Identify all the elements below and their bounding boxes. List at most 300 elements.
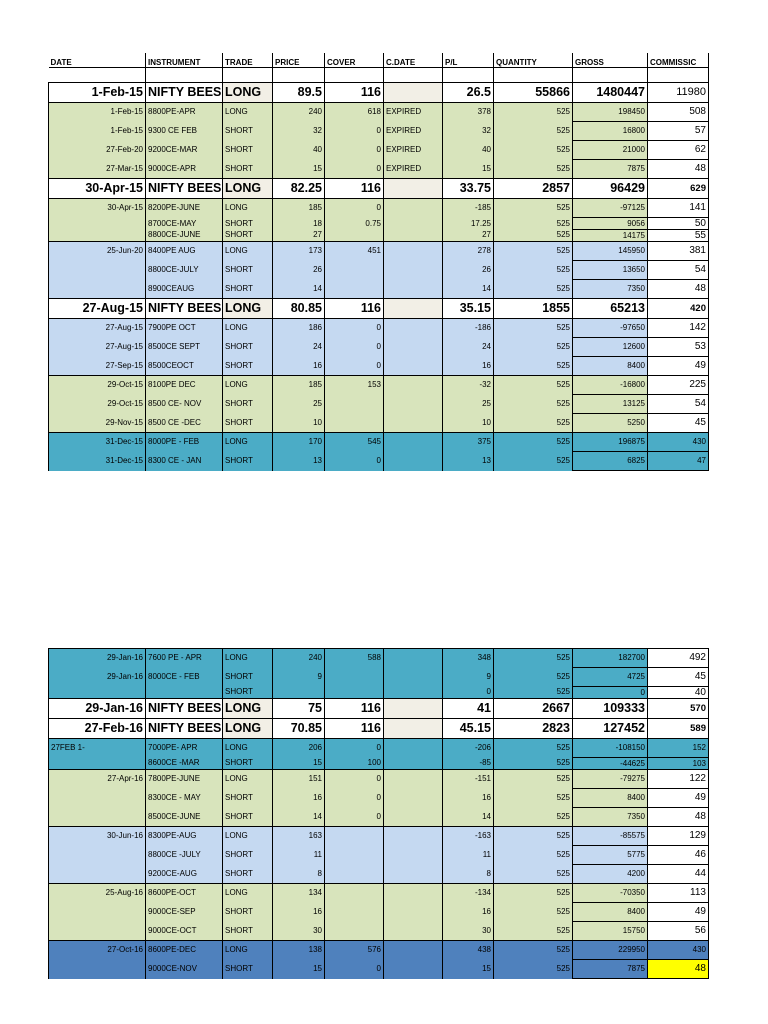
commission-cell: 56 (648, 922, 709, 941)
header-cover: COVER (325, 53, 384, 68)
price-cell: 82.25 (273, 179, 325, 199)
cover-cell (325, 395, 384, 414)
trade-cell: LONG (223, 433, 273, 452)
cdate-cell (384, 179, 443, 199)
summary-row (49, 83, 709, 103)
table-row (49, 770, 709, 789)
cdate-cell (384, 719, 443, 739)
gross-cell: 14175 (573, 230, 648, 242)
cover-cell: 0 (325, 141, 384, 160)
cdate-cell (384, 433, 443, 452)
cdate-cell: EXPIRED (384, 103, 443, 122)
gross-cell: 198450 (573, 103, 648, 122)
table-row (49, 884, 709, 903)
gross-cell: 196875 (573, 433, 648, 452)
date-cell (49, 960, 146, 979)
cover-cell: 576 (325, 941, 384, 960)
cover-cell (325, 884, 384, 903)
cover-cell: 116 (325, 299, 384, 319)
instrument-cell: 7900PE OCT (146, 319, 223, 338)
price-cell: 27 (273, 230, 325, 242)
quantity-cell: 2857 (494, 179, 573, 199)
cdate-cell (384, 699, 443, 719)
price-cell: 18 (273, 218, 325, 230)
price-cell: 26 (273, 261, 325, 280)
quantity-cell: 525 (494, 433, 573, 452)
commission-cell: 430 (648, 433, 709, 452)
instrument-cell: 8000PE - FEB (146, 433, 223, 452)
price-cell: 89.5 (273, 83, 325, 103)
header-row (49, 53, 709, 68)
price-cell: 9 (273, 668, 325, 687)
cdate-cell (384, 960, 443, 979)
instrument-cell: 8400PE AUG (146, 242, 223, 261)
cdate-cell (384, 884, 443, 903)
trade-cell: SHORT (223, 122, 273, 141)
gross-cell: -97125 (573, 199, 648, 218)
cdate-cell (384, 922, 443, 941)
date-cell (49, 922, 146, 941)
date-cell: 27FEB 1- (49, 739, 146, 758)
date-cell: 30-Jun-16 (49, 827, 146, 846)
quantity-cell: 525 (494, 846, 573, 865)
header-price: PRICE (273, 53, 325, 68)
gross-cell: 229950 (573, 941, 648, 960)
trade-cell: LONG (223, 103, 273, 122)
price-cell: 16 (273, 357, 325, 376)
price-cell: 15 (273, 758, 325, 770)
gross-cell: 6825 (573, 452, 648, 471)
pl-cell: 35.15 (443, 299, 494, 319)
table-row (49, 789, 709, 808)
gross-cell: 0 (573, 687, 648, 699)
gross-cell: -97650 (573, 319, 648, 338)
instrument-cell: NIFTY BEES (146, 719, 223, 739)
cover-cell: 0 (325, 739, 384, 758)
date-cell (49, 261, 146, 280)
trade-cell: SHORT (223, 218, 273, 230)
date-cell (49, 230, 146, 242)
gross-cell: 96429 (573, 179, 648, 199)
instrument-cell: 9200CE-AUG (146, 865, 223, 884)
instrument-cell (146, 687, 223, 699)
trade-cell: LONG (223, 884, 273, 903)
commission-cell: 103 (648, 758, 709, 770)
table-row (49, 433, 709, 452)
date-cell (49, 903, 146, 922)
gross-cell: 1480447 (573, 83, 648, 103)
instrument-cell: 8300PE-AUG (146, 827, 223, 846)
table-row (49, 452, 709, 471)
cover-cell: 100 (325, 758, 384, 770)
instrument-cell: 8500 CE- NOV (146, 395, 223, 414)
commission-cell: 55 (648, 230, 709, 242)
cover-cell: 0 (325, 960, 384, 979)
table-row (49, 261, 709, 280)
price-cell: 80.85 (273, 299, 325, 319)
header-commission: COMMISSIC (648, 53, 709, 68)
instrument-cell: 9000CE-NOV (146, 960, 223, 979)
commission-cell: 420 (648, 299, 709, 319)
instrument-cell: NIFTY BEES (146, 179, 223, 199)
commission-cell: 142 (648, 319, 709, 338)
table-row (49, 903, 709, 922)
table-row (49, 319, 709, 338)
quantity-cell: 525 (494, 687, 573, 699)
cdate-cell (384, 827, 443, 846)
table-row (49, 357, 709, 376)
gross-cell: 13125 (573, 395, 648, 414)
table-row (49, 649, 709, 668)
quantity-cell: 525 (494, 103, 573, 122)
cdate-cell (384, 668, 443, 687)
commission-cell: 570 (648, 699, 709, 719)
price-cell: 186 (273, 319, 325, 338)
gross-cell: -16800 (573, 376, 648, 395)
instrument-cell: 9000CE-APR (146, 160, 223, 179)
pl-cell: 8 (443, 865, 494, 884)
trade-cell: SHORT (223, 357, 273, 376)
quantity-cell: 525 (494, 261, 573, 280)
date-cell: 27-Feb-20 (49, 141, 146, 160)
commission-cell: 49 (648, 357, 709, 376)
trade-cell: LONG (223, 699, 273, 719)
cover-cell: 0 (325, 122, 384, 141)
trade-cell: LONG (223, 827, 273, 846)
trade-cell: SHORT (223, 414, 273, 433)
cover-cell: 116 (325, 699, 384, 719)
commission-cell: 508 (648, 103, 709, 122)
table-row (49, 376, 709, 395)
quantity-cell: 525 (494, 376, 573, 395)
cover-cell: 0 (325, 357, 384, 376)
trade-cell: SHORT (223, 758, 273, 770)
cdate-cell: EXPIRED (384, 160, 443, 179)
quantity-cell: 525 (494, 903, 573, 922)
quantity-cell: 525 (494, 141, 573, 160)
header-trade: TRADE (223, 53, 273, 68)
date-cell: 27-Aug-15 (49, 299, 146, 319)
cover-cell: 451 (325, 242, 384, 261)
instrument-cell: NIFTY BEES (146, 699, 223, 719)
trade-cell: LONG (223, 376, 273, 395)
instrument-cell: 9000CE-SEP (146, 903, 223, 922)
gross-cell: 4725 (573, 668, 648, 687)
trade-cell: SHORT (223, 687, 273, 699)
trade-cell: SHORT (223, 960, 273, 979)
commission-cell: 113 (648, 884, 709, 903)
date-cell: 1-Feb-15 (49, 122, 146, 141)
price-cell: 24 (273, 338, 325, 357)
instrument-cell: 8700CE-MAY (146, 218, 223, 230)
date-cell: 29-Jan-16 (49, 668, 146, 687)
commission-cell: 122 (648, 770, 709, 789)
table-row (49, 242, 709, 261)
gross-cell: 182700 (573, 649, 648, 668)
trade-cell: SHORT (223, 261, 273, 280)
price-cell: 170 (273, 433, 325, 452)
price-cell: 173 (273, 242, 325, 261)
pl-cell: 438 (443, 941, 494, 960)
cdate-cell: EXPIRED (384, 141, 443, 160)
commission-cell: 141 (648, 199, 709, 218)
date-cell (49, 808, 146, 827)
quantity-cell: 525 (494, 122, 573, 141)
quantity-cell: 525 (494, 319, 573, 338)
table-row (49, 960, 709, 979)
trade-cell: SHORT (223, 160, 273, 179)
gross-cell: 5250 (573, 414, 648, 433)
instrument-cell: 8600CE -MAR (146, 758, 223, 770)
table-row (49, 739, 709, 758)
cover-cell: 153 (325, 376, 384, 395)
instrument-cell: 8000CE - FEB (146, 668, 223, 687)
quantity-cell: 525 (494, 199, 573, 218)
trades-table-bottom (48, 648, 709, 979)
commission-cell: 46 (648, 846, 709, 865)
table-row (49, 808, 709, 827)
price-cell: 25 (273, 395, 325, 414)
cover-cell: 588 (325, 649, 384, 668)
gross-cell: 7350 (573, 808, 648, 827)
date-cell: 27-Oct-16 (49, 941, 146, 960)
trade-cell: LONG (223, 199, 273, 218)
date-cell: 29-Oct-15 (49, 395, 146, 414)
gross-cell: 109333 (573, 699, 648, 719)
gross-cell: 7875 (573, 160, 648, 179)
cover-cell: 618 (325, 103, 384, 122)
gross-cell: 65213 (573, 299, 648, 319)
trades-body-top (49, 83, 709, 471)
pl-cell: -206 (443, 739, 494, 758)
gross-cell: 127452 (573, 719, 648, 739)
instrument-cell: 7000PE- APR (146, 739, 223, 758)
price-cell: 75 (273, 699, 325, 719)
trade-cell: SHORT (223, 141, 273, 160)
commission-cell: 62 (648, 141, 709, 160)
pl-cell: 375 (443, 433, 494, 452)
date-cell (49, 687, 146, 699)
price-cell (273, 687, 325, 699)
commission-cell: 54 (648, 261, 709, 280)
quantity-cell: 525 (494, 230, 573, 242)
date-cell: 1-Feb-15 (49, 103, 146, 122)
cover-cell: 116 (325, 719, 384, 739)
commission-cell: 152 (648, 739, 709, 758)
instrument-cell: 8500CE SEPT (146, 338, 223, 357)
price-cell: 185 (273, 199, 325, 218)
pl-cell: 11 (443, 846, 494, 865)
commission-cell: 430 (648, 941, 709, 960)
quantity-cell: 525 (494, 649, 573, 668)
price-cell: 206 (273, 739, 325, 758)
price-cell: 16 (273, 903, 325, 922)
date-cell (49, 846, 146, 865)
cdate-cell (384, 319, 443, 338)
quantity-cell: 55866 (494, 83, 573, 103)
table-row (49, 687, 709, 699)
date-cell: 27-Apr-16 (49, 770, 146, 789)
table-row (49, 199, 709, 218)
table-row (49, 922, 709, 941)
price-cell: 15 (273, 960, 325, 979)
commission-cell: 53 (648, 338, 709, 357)
pl-cell: 24 (443, 338, 494, 357)
gross-cell: 21000 (573, 141, 648, 160)
date-cell: 30-Apr-15 (49, 179, 146, 199)
commission-cell: 11980 (648, 83, 709, 103)
cdate-cell (384, 261, 443, 280)
header-date: DATE (49, 53, 146, 68)
trade-cell: LONG (223, 770, 273, 789)
commission-cell: 50 (648, 218, 709, 230)
price-cell: 185 (273, 376, 325, 395)
trade-cell: LONG (223, 941, 273, 960)
quantity-cell: 525 (494, 739, 573, 758)
commission-cell: 589 (648, 719, 709, 739)
instrument-cell: 7600 PE - APR (146, 649, 223, 668)
instrument-cell: 8500CEOCT (146, 357, 223, 376)
date-cell (49, 789, 146, 808)
pl-cell: 41 (443, 699, 494, 719)
header-quantity: QUANTITY (494, 53, 573, 68)
trade-cell: SHORT (223, 846, 273, 865)
price-cell: 151 (273, 770, 325, 789)
price-cell: 11 (273, 846, 325, 865)
pl-cell: -163 (443, 827, 494, 846)
trades-body-bottom (49, 649, 709, 979)
cover-cell (325, 414, 384, 433)
pl-cell: 33.75 (443, 179, 494, 199)
pl-cell: 25 (443, 395, 494, 414)
pl-cell: 27 (443, 230, 494, 242)
instrument-cell: 8600PE-DEC (146, 941, 223, 960)
commission-cell: 49 (648, 789, 709, 808)
table-row (49, 827, 709, 846)
instrument-cell: 8800PE-APR (146, 103, 223, 122)
table-row (49, 122, 709, 141)
pl-cell: 17.25 (443, 218, 494, 230)
price-cell: 163 (273, 827, 325, 846)
trade-cell: LONG (223, 83, 273, 103)
cover-cell: 116 (325, 179, 384, 199)
cdate-cell (384, 758, 443, 770)
gross-cell: -70350 (573, 884, 648, 903)
pl-cell: 26 (443, 261, 494, 280)
trade-cell: SHORT (223, 865, 273, 884)
quantity-cell: 525 (494, 218, 573, 230)
date-cell: 29-Oct-15 (49, 376, 146, 395)
date-cell: 25-Jun-20 (49, 242, 146, 261)
cover-cell: 0 (325, 199, 384, 218)
price-cell: 14 (273, 808, 325, 827)
trade-cell: SHORT (223, 668, 273, 687)
cover-cell (325, 903, 384, 922)
trade-cell: LONG (223, 179, 273, 199)
pl-cell: -186 (443, 319, 494, 338)
gross-cell: 4200 (573, 865, 648, 884)
price-cell: 138 (273, 941, 325, 960)
instrument-cell: NIFTY BEES (146, 83, 223, 103)
cdate-cell (384, 903, 443, 922)
table-row (49, 160, 709, 179)
price-cell: 14 (273, 280, 325, 299)
cdate-cell (384, 242, 443, 261)
trades-table-top (48, 53, 709, 471)
commission-cell: 57 (648, 122, 709, 141)
date-cell: 27-Aug-15 (49, 319, 146, 338)
instrument-cell: 8900CEAUG (146, 280, 223, 299)
instrument-cell: 8500 CE -DEC (146, 414, 223, 433)
gross-cell: 16800 (573, 122, 648, 141)
gross-cell: 8400 (573, 789, 648, 808)
cover-cell: 0 (325, 452, 384, 471)
quantity-cell: 525 (494, 808, 573, 827)
commission-cell: 492 (648, 649, 709, 668)
date-cell: 29-Jan-16 (49, 699, 146, 719)
quantity-cell: 525 (494, 160, 573, 179)
quantity-cell: 525 (494, 414, 573, 433)
price-cell: 15 (273, 160, 325, 179)
cover-cell (325, 230, 384, 242)
pl-cell: 15 (443, 160, 494, 179)
date-cell: 1-Feb-15 (49, 83, 146, 103)
instrument-cell: 8600PE-OCT (146, 884, 223, 903)
cover-cell (325, 261, 384, 280)
cdate-cell (384, 395, 443, 414)
price-cell: 240 (273, 103, 325, 122)
cdate-cell (384, 865, 443, 884)
table-row (49, 758, 709, 770)
gross-cell: 8400 (573, 903, 648, 922)
table-row (49, 395, 709, 414)
price-cell: 40 (273, 141, 325, 160)
cdate-cell (384, 376, 443, 395)
commission-cell: 48 (648, 808, 709, 827)
pl-cell: 9 (443, 668, 494, 687)
blank-row (49, 68, 709, 83)
quantity-cell: 525 (494, 242, 573, 261)
date-cell (49, 758, 146, 770)
instrument-cell: 8300CE - MAY (146, 789, 223, 808)
trade-cell: SHORT (223, 808, 273, 827)
pl-cell: 348 (443, 649, 494, 668)
quantity-cell: 525 (494, 758, 573, 770)
quantity-cell: 525 (494, 770, 573, 789)
commission-cell: 49 (648, 903, 709, 922)
cdate-cell (384, 338, 443, 357)
date-cell (49, 865, 146, 884)
commission-cell: 54 (648, 395, 709, 414)
trade-cell: SHORT (223, 452, 273, 471)
date-cell: 31-Dec-15 (49, 433, 146, 452)
instrument-cell: 9200CE-MAR (146, 141, 223, 160)
quantity-cell: 525 (494, 280, 573, 299)
commission-cell: 44 (648, 865, 709, 884)
table-row (49, 941, 709, 960)
date-cell: 27-Sep-15 (49, 357, 146, 376)
gross-cell: 5775 (573, 846, 648, 865)
gross-cell: -44625 (573, 758, 648, 770)
trade-cell: LONG (223, 299, 273, 319)
commission-cell: 225 (648, 376, 709, 395)
cdate-cell (384, 739, 443, 758)
cover-cell (325, 280, 384, 299)
table-row (49, 338, 709, 357)
pl-cell: -151 (443, 770, 494, 789)
quantity-cell: 525 (494, 960, 573, 979)
gross-cell: -85575 (573, 827, 648, 846)
